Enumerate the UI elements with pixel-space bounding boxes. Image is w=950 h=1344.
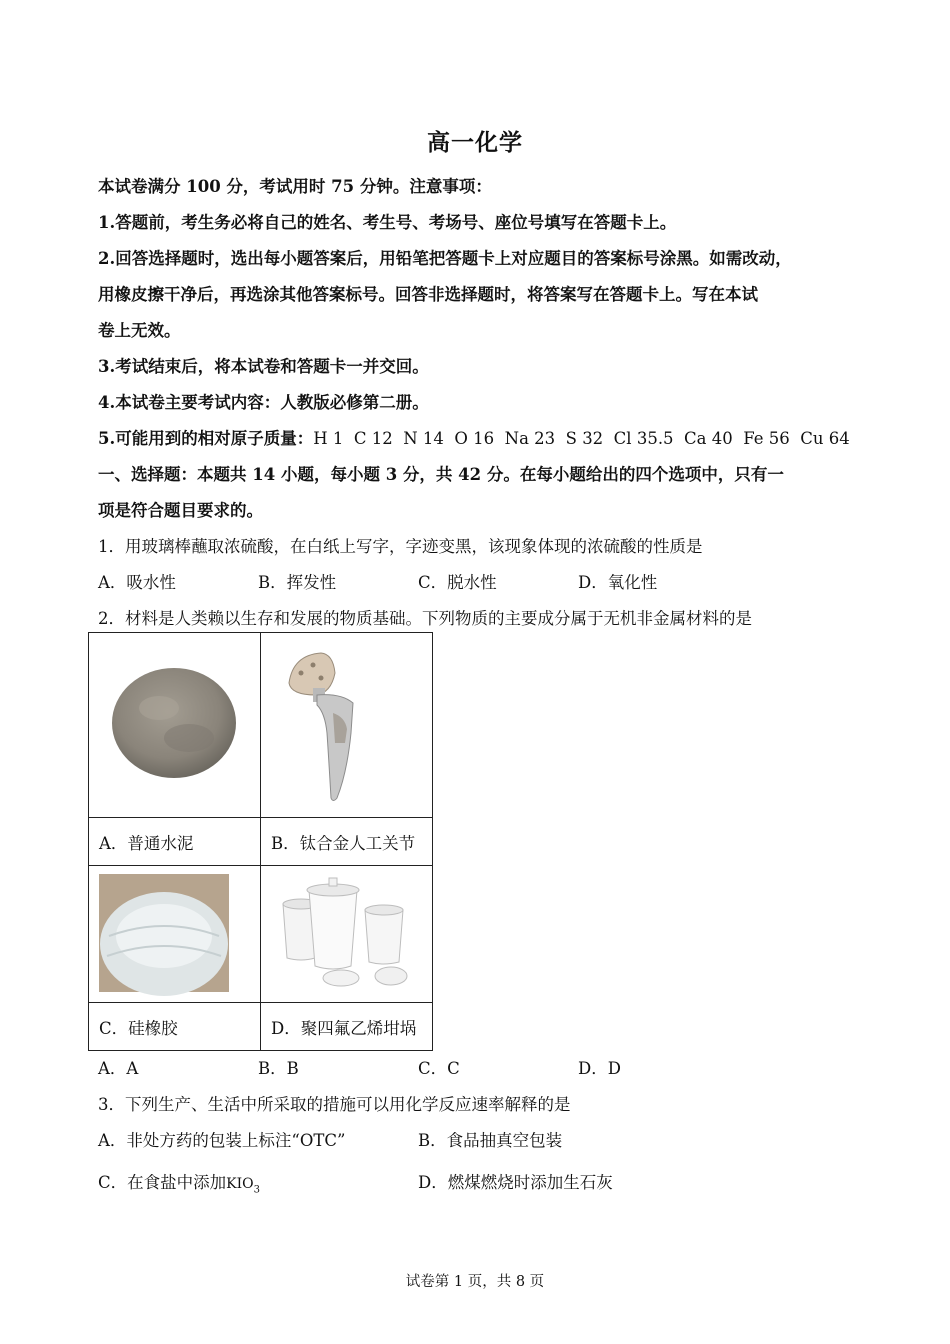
caption-d-cell [261,1003,433,1051]
hip-joint-image-cell [261,633,433,818]
notice-item-5-label: 5.可能用到的相对原子质量： [98,429,314,448]
question-3-stem: 3．下列生产、生活中所采取的措施可以用化学反应速率解释的是 [98,1095,571,1114]
notice-item-2-line-2: 用橡皮擦干净后，再选涂其他答案标号。回答非选择题时，将答案写在答题卡上。写在本试 [98,285,758,304]
caption-a-cell [89,818,261,866]
atomic-masses: H 1 C 12 N 14 O 16 Na 23 S 32 Cl 35.5 Ca 40 Fe 56 Cu 64 [313,429,850,448]
question-3-option-d: D．燃煤燃烧时添加生石灰 [418,1173,613,1192]
caption-a: A．普通水泥 [99,833,194,853]
question-2-option-a: A．A [98,1059,139,1078]
question-3-option-a: A．非处方药的包装上标注“OTC” [98,1131,346,1150]
caption-b: B．钛合金人工关节 [271,833,416,853]
question-3-option-c-formula: KIO [226,1176,254,1192]
question-1-option-c: C．脱水性 [418,573,497,592]
question-3-option-c [98,1169,260,1195]
silicone-image-cell [89,866,261,1003]
notice-intro: 本试卷满分 100 分，考试用时 75 分钟。注意事项： [98,177,492,196]
question-2-stem: 2．材料是人类赖以生存和发展的物质基础。下列物质的主要成分属于无机非金属材料的是 [98,609,752,628]
notice-item-5 [98,425,850,449]
cement-image-cell [89,633,261,818]
question-3-option-b: B．食品抽真空包装 [418,1131,563,1150]
notice-item-1: 1.答题前，考生务必将自己的姓名、考生号、考场号、座位号填写在答题卡上。 [98,213,677,232]
question-2-option-d: D．D [578,1059,621,1078]
question-1-option-b: B．挥发性 [258,573,337,592]
page-footer: 试卷第 1 页，共 8 页 [405,1274,545,1290]
caption-d: D．聚四氟乙烯坩埚 [271,1018,417,1038]
section-1-line-2: 项是符合题目要求的。 [98,501,263,520]
question-2-image-table [88,632,433,1051]
question-3-option-c-subscript: 3 [253,1184,260,1196]
notice-item-4: 4.本试卷主要考试内容：人教版必修第二册。 [98,393,429,412]
question-1-stem: 1．用玻璃棒蘸取浓硫酸，在白纸上写字，字迹变黑，该现象体现的浓硫酸的性质是 [98,537,703,556]
section-1-line-1: 一、选择题：本题共 14 小题，每小题 3 分，共 42 分。在每小题给出的四个选项中，只有一 [98,465,784,484]
question-2-option-b: B．B [258,1059,299,1078]
titanium-hip-joint-image [261,633,432,813]
silicone-rubber-image [89,866,260,998]
notice-item-2-line-3: 卷上无效。 [98,321,181,340]
crucible-image-cell [261,866,433,1003]
question-1-option-d: D．氧化性 [578,573,658,592]
cement-powder-image [89,633,260,813]
question-1-option-a: A．吸水性 [98,573,176,592]
notice-item-2-line-1: 2.回答选择题时，选出每小题答案后，用铅笔把答题卡上对应题目的答案标号涂黑。如需改动， [98,249,792,268]
ptfe-crucible-image [261,866,432,998]
caption-c-cell [89,1003,261,1051]
caption-b-cell [261,818,433,866]
page-title: 高一化学 [427,129,523,156]
caption-c: C．硅橡胶 [99,1018,178,1038]
question-2-option-c: C．C [418,1059,460,1078]
question-3-option-c-text: C．在食盐中添加 [98,1173,227,1192]
notice-item-3: 3.考试结束后，将本试卷和答题卡一并交回。 [98,357,429,376]
